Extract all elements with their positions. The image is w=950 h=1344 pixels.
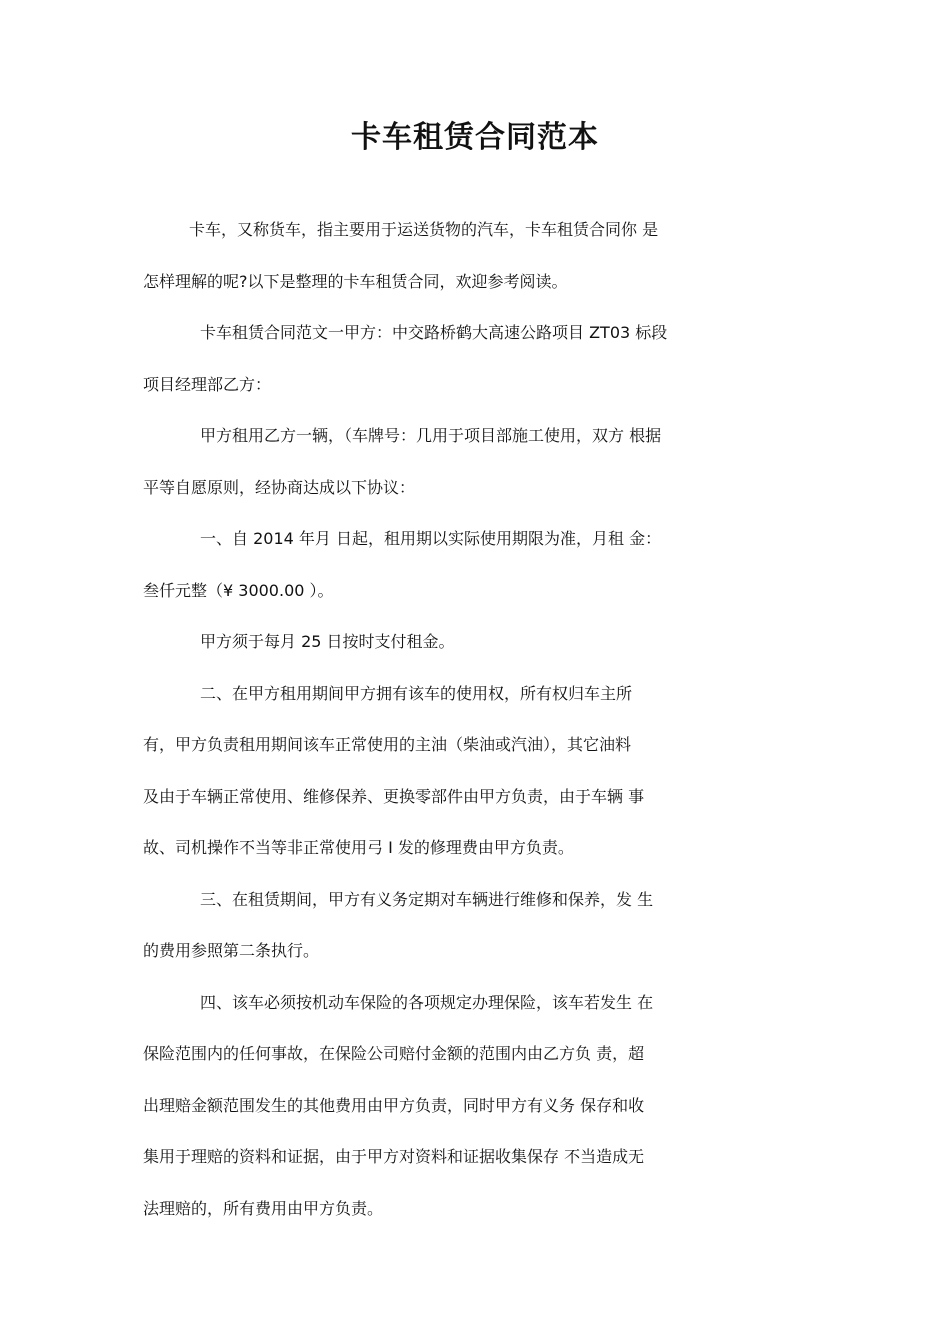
document-title: 卡车租赁合同范本 [351, 120, 599, 156]
text-line: 项目经理部乙方： [143, 374, 272, 394]
text-line: 故、司机操作不当等非正常使用弓 I 发的修理费由甲方负责。 [143, 838, 574, 857]
text-line: 的费用参照第二条执行。 [143, 941, 320, 960]
text-line: 及由于车辆正常使用、维修保养、更换零部件由甲方负责，由于车辆 事 [143, 786, 645, 806]
text-line: 二、在甲方租用期间甲方拥有该车的使用权，所有权归车主所 [200, 683, 633, 703]
text-line: 甲方租用乙方一辆，（车牌号：几用于项目部施工使用，双方 根据 [200, 426, 662, 445]
text-line: 四、该车必须按机动车保险的各项规定办理保险，该车若发生 在 [200, 992, 654, 1012]
text-line: 卡车租赁合同范文一甲方：中交路桥鹤大高速公路项目 ZT03 标段 [200, 323, 668, 342]
document-body [143, 204, 821, 1234]
text-line: 集用于理赔的资料和证据，由于甲方对资料和证据收集保存 不当造成无 [143, 1147, 645, 1166]
text-line: 卡车，又称货车，指主要用于运送货物的汽车，卡车租赁合同你 是 [189, 220, 659, 239]
text-line: 甲方须于每月 25 日按时支付租金。 [200, 632, 455, 651]
text-line: 平等自愿原则，经协商达成以下协议： [143, 477, 416, 497]
text-line: 保险范围内的任何事故，在保险公司赔付金额的范围内由乙方负 责，超 [143, 1044, 645, 1063]
text-line: 出理赔金额范围发生的其他费用由甲方负责，同时甲方有义务 保存和收 [143, 1095, 645, 1115]
text-line: 三、在租赁期间，甲方有义务定期对车辆进行维修和保养，发 生 [200, 889, 654, 909]
text-line: 法理赔的，所有费用由甲方负责。 [143, 1198, 384, 1218]
text-line: 怎样理解的呢?以下是整理的卡车租赁合同，欢迎参考阅读。 [143, 271, 568, 291]
text-line: 一、自 2014 年月 日起，租用期以实际使用期限为准，月租 金： [200, 529, 662, 548]
text-line: 有，甲方负责租用期间该车正常使用的主油（柴油或汽油），其它油料 [143, 735, 632, 754]
text-line: 叁仟元整（¥ 3000.00 ）。 [143, 580, 334, 600]
